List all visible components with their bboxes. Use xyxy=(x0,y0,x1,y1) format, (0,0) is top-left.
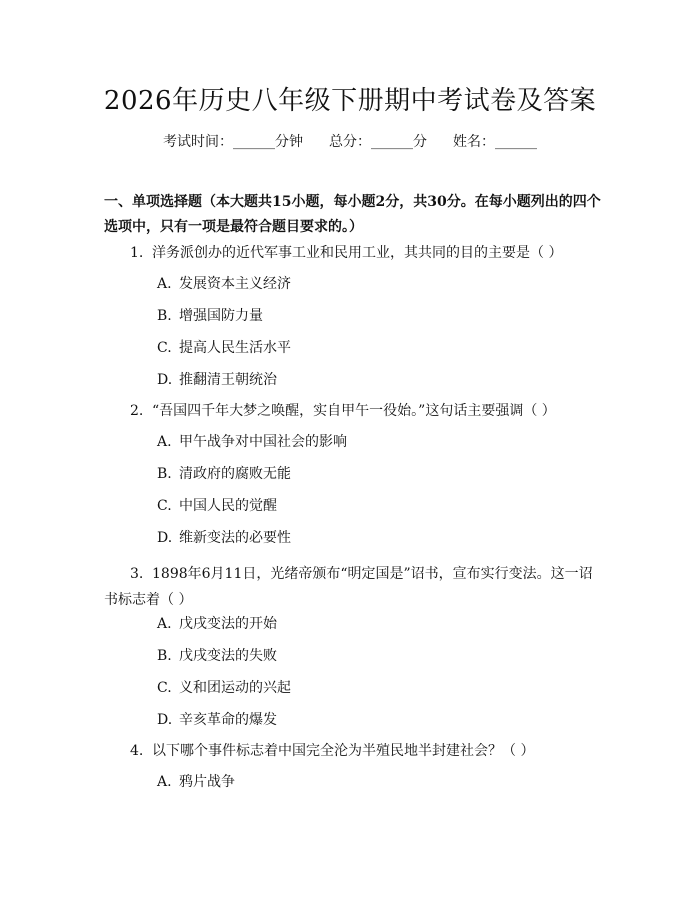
option-text: 推翻清王朝统治 xyxy=(179,372,277,388)
option-letter: C. xyxy=(157,340,172,356)
option-text: 清政府的腐败无能 xyxy=(179,466,291,482)
option-1a xyxy=(157,274,291,294)
option-letter: B. xyxy=(157,648,172,664)
exam-info-line xyxy=(0,132,700,152)
option-text: 辛亥革命的爆发 xyxy=(179,712,277,728)
option-letter: D. xyxy=(157,372,173,388)
question-number: 1. xyxy=(130,245,144,261)
option-letter: B. xyxy=(157,308,172,324)
option-text: 发展资本主义经济 xyxy=(179,276,291,292)
option-3d xyxy=(157,710,277,730)
option-text: 甲午战争对中国社会的影响 xyxy=(179,434,347,450)
option-letter: C. xyxy=(157,680,172,696)
question-text: 洋务派创办的近代军事工业和民用工业，其共同的目的主要是（ ） xyxy=(152,245,563,261)
question-text: 1898年6月11日，光绪帝颁布“明定国是”诏书，宣布实行变法。这一诏书标志着（ ） xyxy=(104,566,593,608)
option-1d xyxy=(157,370,277,390)
option-2b xyxy=(157,464,291,484)
option-text: 维新变法的必要性 xyxy=(179,530,291,546)
student-name-field: 姓名：______ xyxy=(453,134,537,150)
option-text: 增强国防力量 xyxy=(179,308,263,324)
option-4a xyxy=(157,772,235,792)
option-3c xyxy=(157,678,291,698)
option-text: 提高人民生活水平 xyxy=(179,340,291,356)
option-letter: A. xyxy=(157,276,172,292)
option-text: 戊戌变法的开始 xyxy=(179,616,277,632)
exam-time-field: 考试时间：______分钟 xyxy=(163,134,303,150)
option-letter: B. xyxy=(157,466,172,482)
page-title: 2026年历史八年级下册期中考试卷及答案 xyxy=(103,86,597,116)
question-2 xyxy=(104,398,600,424)
option-text: 戊戌变法的失败 xyxy=(179,648,277,664)
option-1b xyxy=(157,306,263,326)
question-4 xyxy=(104,738,600,764)
option-letter: A. xyxy=(157,774,172,790)
option-text: 中国人民的觉醒 xyxy=(179,498,277,514)
option-2a xyxy=(157,432,347,452)
option-letter: A. xyxy=(157,616,172,632)
option-text: 鸦片战争 xyxy=(179,774,235,790)
option-2c xyxy=(157,496,277,516)
question-number: 3. xyxy=(130,566,144,582)
question-3 xyxy=(104,561,600,613)
option-letter: C. xyxy=(157,498,172,514)
question-text: 以下哪个事件标志着中国完全沦为半殖民地半封建社会？（ ） xyxy=(152,743,535,759)
option-letter: A. xyxy=(157,434,172,450)
option-letter: D. xyxy=(157,712,173,728)
option-2d xyxy=(157,528,291,548)
question-1 xyxy=(104,240,600,266)
question-number: 4. xyxy=(130,743,144,759)
question-number: 2. xyxy=(130,403,144,419)
section-heading: 一、单项选择题（本大题共15小题，每小题2分，共30分。在每小题列出的四个选项中，只有一项是最符合题目要求的。） xyxy=(104,194,601,235)
option-3b xyxy=(157,646,277,666)
total-score-field: 总分：______分 xyxy=(329,134,427,150)
question-text: “吾国四千年大梦之唤醒，实自甲午一役始。”这句话主要强调（ ） xyxy=(152,403,556,419)
option-1c xyxy=(157,338,291,358)
option-text: 义和团运动的兴起 xyxy=(179,680,291,696)
option-3a xyxy=(157,614,277,634)
option-letter: D. xyxy=(157,530,173,546)
